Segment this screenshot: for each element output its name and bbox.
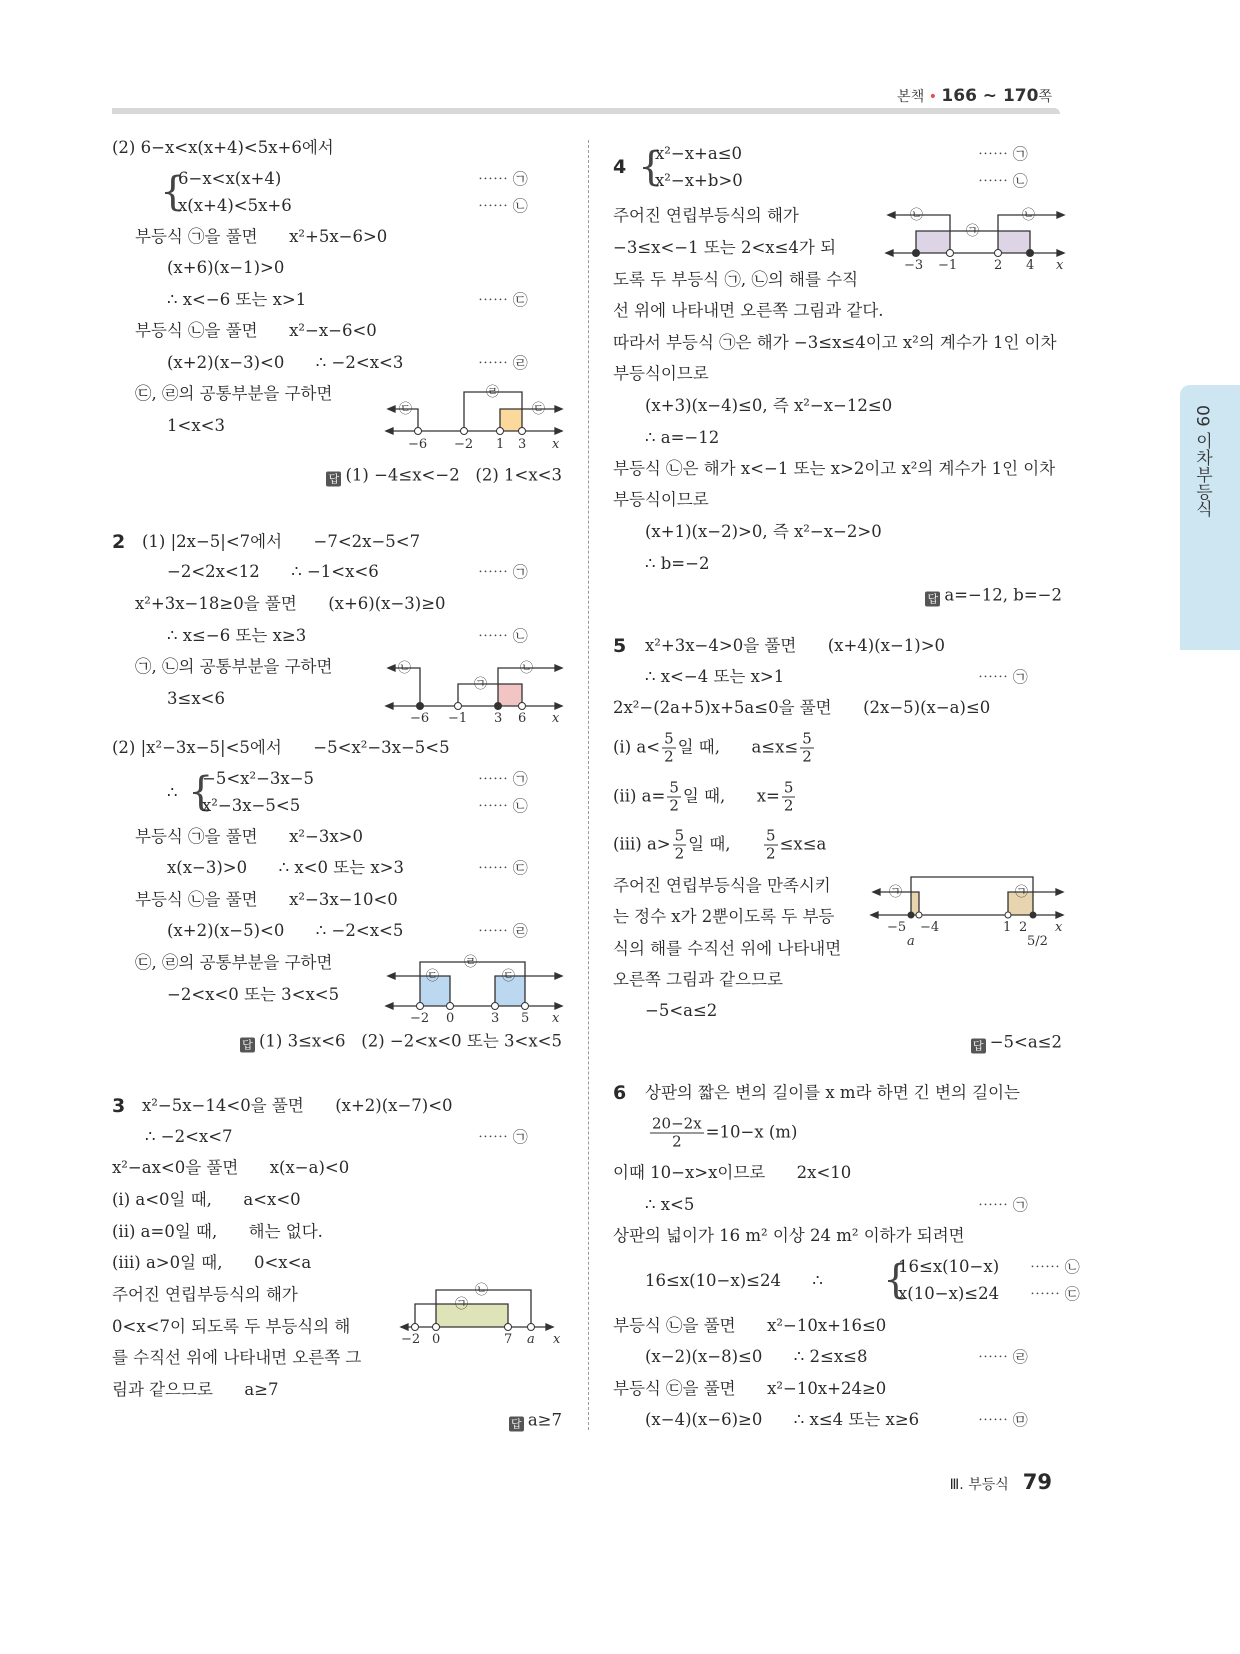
- axis-label: x: [1056, 258, 1064, 273]
- case-line: [613, 828, 826, 863]
- tick-label: a: [527, 1332, 535, 1347]
- problem-number: 4: [613, 156, 627, 178]
- marker: ⋯⋯ ㉠: [478, 770, 528, 788]
- fig-label: ㉢: [399, 402, 413, 417]
- case-line: [613, 731, 816, 766]
- text-line: (x−2)(x−8)≤0 ∴ 2≤x≤8: [645, 1347, 868, 1366]
- text-line: 도록 두 부등식 ㉠, ㉡의 해를 수직: [613, 270, 859, 289]
- answer-icon: 답: [240, 1038, 255, 1053]
- tick-label: −4: [920, 920, 940, 935]
- fig-label: ㉢: [532, 402, 546, 417]
- fraction: [673, 828, 687, 863]
- solution-region: [500, 409, 522, 431]
- marker: ⋯⋯ ㉠: [478, 170, 528, 188]
- tick-label: 1: [496, 437, 505, 452]
- tick-label: 2: [994, 258, 1003, 273]
- chapter-label: Ⅲ. 부등식: [949, 1477, 1009, 1493]
- numerator: 5: [766, 826, 776, 845]
- tick-label: 1: [1003, 920, 1012, 935]
- text-line: ∴ b=−2: [645, 554, 710, 573]
- brace: {: [883, 1257, 909, 1303]
- tick-label: a: [907, 934, 915, 949]
- solution-region: [998, 231, 1030, 253]
- text-line: 부등식 ㉢을 풀면 x²−10x+24≥0: [613, 1379, 887, 1398]
- text-line: ㉠, ㉡의 공통부분을 구하면: [135, 657, 333, 676]
- text-line: 이때 10−x>x이므로 2x<10: [613, 1163, 852, 1182]
- answer-1: [326, 466, 562, 487]
- tick-label: 3: [494, 711, 503, 725]
- marker: ⋯⋯ ㉢: [478, 859, 528, 877]
- bullet: •: [928, 89, 937, 105]
- text: (i) a<: [613, 737, 661, 757]
- book-label: 본책: [897, 89, 925, 105]
- numerator: 5: [674, 826, 685, 845]
- text-line: −2<x<0 또는 3<x<5: [167, 985, 340, 1004]
- denominator: 2: [664, 747, 674, 766]
- text-line: x²−x+b>0: [655, 171, 743, 190]
- numerator: 5: [664, 729, 674, 748]
- text-line: 부등식 ㉠을 풀면 x²+5x−6>0: [135, 227, 388, 246]
- fraction: [800, 731, 814, 766]
- tick-label: 2: [1019, 920, 1028, 935]
- text-line: 오른쪽 그림과 같으므로: [613, 970, 783, 989]
- text-line: 부등식 ㉡을 풀면 x²−x−6<0: [135, 321, 377, 340]
- number-line-figure-3: [380, 950, 570, 1025]
- text: ≤x≤a: [779, 834, 827, 854]
- tick-label: −6: [410, 711, 430, 725]
- fig-label: ㉡: [398, 661, 412, 676]
- tick-label: −6: [408, 437, 428, 452]
- problem-number: 2: [112, 531, 126, 553]
- fraction: [667, 780, 681, 815]
- marker: ⋯⋯ ㉠: [978, 668, 1028, 686]
- numerator: 20−2x: [652, 1114, 702, 1133]
- text-line: 주어진 연립부등식의 해가: [613, 206, 799, 225]
- text-line: 16≤x(10−x): [898, 1257, 1000, 1276]
- tick-label: 5: [521, 1011, 530, 1025]
- answer-icon: 답: [971, 1039, 986, 1054]
- tick-label: −1: [448, 711, 468, 725]
- denominator: 2: [802, 747, 812, 766]
- marker: ⋯⋯ ㉣: [478, 354, 528, 372]
- marker: ⋯⋯ ㉡: [478, 197, 528, 215]
- solution-region: [911, 892, 919, 915]
- text-line: ㉢, ㉣의 공통부분을 구하면: [135, 953, 333, 972]
- number-line-figure-5: [880, 200, 1070, 275]
- text: 일 때, a≤x≤: [677, 737, 799, 757]
- fraction: [650, 1116, 704, 1151]
- page-reference: [897, 86, 1052, 106]
- text-line: 1<x<3: [167, 416, 225, 435]
- text-line: x²−x+a≤0: [655, 144, 743, 163]
- text-line: ∴ a=−12: [645, 428, 720, 447]
- text-line: ㉢, ㉣의 공통부분을 구하면: [135, 384, 333, 403]
- text-line: (2) 6−x<x(x+4)<5x+6에서: [112, 138, 334, 157]
- solution-region: [916, 231, 950, 253]
- tick-label: 3: [518, 437, 527, 452]
- text-line: (x+1)(x−2)>0, 즉 x²−x−2>0: [645, 522, 882, 541]
- text-line: x(x+4)<5x+6: [178, 196, 292, 215]
- number-line-figure-6: [865, 870, 1070, 960]
- text-line: −3≤x<−1 또는 2<x≤4가 되: [613, 238, 837, 257]
- text-line: 상판의 넓이가 16 m² 이상 24 m² 이하가 되려면: [613, 1226, 965, 1245]
- text-line: 식의 해를 수직선 위에 나타내면: [613, 939, 842, 958]
- text-line: x²+3x−18≥0을 풀면 (x+6)(x−3)≥0: [135, 594, 446, 613]
- axis-label: x: [552, 711, 560, 725]
- tick-label: −2: [401, 1332, 421, 1347]
- marker: ⋯⋯ ㉡: [478, 627, 528, 645]
- text-line: x²−3x−5<5: [202, 796, 301, 815]
- marker: ⋯⋯ ㉢: [1030, 1285, 1080, 1303]
- text-line: (x+6)(x−1)>0: [167, 258, 285, 277]
- numerator: 5: [669, 778, 679, 797]
- text-line: ∴ x<5: [645, 1195, 695, 1214]
- fig-label: ㉣: [486, 385, 500, 400]
- text-line: 3≤x<6: [167, 689, 225, 708]
- axis-label: x: [1055, 920, 1063, 935]
- text: (iii) a>: [613, 834, 671, 854]
- denominator: 2: [674, 844, 685, 863]
- marker: ⋯⋯ ㉤: [978, 1411, 1028, 1429]
- answer-text: −5<a≤2: [989, 1032, 1062, 1052]
- text-line: 부등식 ㉡을 풀면 x²−10x+16≤0: [613, 1316, 887, 1335]
- text: (ii) a=: [613, 786, 666, 806]
- text-line: 부등식 ㉡을 풀면 x²−3x−10<0: [135, 890, 398, 909]
- number-line-figure-1: [380, 380, 570, 455]
- marker: ⋯⋯ ㉡: [978, 172, 1028, 190]
- text-line: 부등식이므로: [613, 490, 709, 509]
- text-line: (x+2)(x−3)<0 ∴ −2<x<3: [167, 353, 404, 372]
- fig-label: ㉡: [520, 661, 534, 676]
- problem-number: 5: [613, 635, 627, 657]
- text-line: 주어진 연립부등식의 해가: [112, 1285, 298, 1304]
- tick-label: 6: [518, 711, 527, 725]
- case-line: [613, 780, 797, 815]
- fig-label: ㉠: [455, 1297, 469, 1312]
- text-line: (x+3)(x−4)≤0, 즉 x²−x−12≤0: [645, 396, 893, 415]
- tick-label-five-halves: 5/2: [1027, 934, 1048, 949]
- tick-label: 4: [1026, 258, 1035, 273]
- text-line: 부등식 ㉡은 해가 x<−1 또는 x>2이고 x²의 계수가 1인 이차: [613, 459, 1056, 478]
- text-line: 주어진 연립부등식을 만족시키: [613, 876, 831, 895]
- solution-region: [436, 1304, 508, 1327]
- text-line: (1) |2x−5|<7에서 −7<2x−5<7: [142, 532, 421, 551]
- text: 일 때, x=: [682, 786, 780, 806]
- marker: ⋯⋯ ㉡: [478, 797, 528, 815]
- answer-text: a≥7: [527, 1410, 562, 1430]
- axis-label: x: [552, 1011, 560, 1025]
- text: 일 때,: [688, 834, 763, 854]
- tick-label: −3: [904, 258, 924, 273]
- answer-icon: 답: [925, 592, 940, 607]
- answer-4: [925, 586, 1062, 607]
- text-line: 를 수직선 위에 나타내면 오른쪽 그: [112, 1348, 362, 1367]
- fig-label: ㉠: [889, 885, 903, 900]
- answer-icon: 답: [326, 472, 341, 487]
- text-line: (i) a<0일 때, a<x<0: [112, 1190, 301, 1209]
- page-footer: [950, 1470, 1052, 1494]
- text-line: x(10−x)≤24: [898, 1284, 1000, 1303]
- denominator: 2: [783, 796, 794, 815]
- text-line: ∴ x<−4 또는 x>1: [645, 667, 785, 686]
- number-line-figure-2: [380, 650, 570, 725]
- tick-label: 0: [432, 1332, 441, 1347]
- fig-label: ㉢: [426, 969, 440, 984]
- text-line: 부등식이므로: [613, 364, 709, 383]
- brace: {: [188, 769, 214, 815]
- text-line: −5<x²−3x−5: [202, 769, 315, 788]
- text-line: x²+3x−4>0을 풀면 (x+4)(x−1)>0: [645, 636, 946, 655]
- answer-2: [240, 1028, 562, 1053]
- marker: ⋯⋯ ㉢: [478, 291, 528, 309]
- page-number: 79: [1022, 1470, 1052, 1494]
- text-line: 6−x<x(x+4): [178, 169, 282, 188]
- brace: {: [638, 144, 664, 190]
- marker: ⋯⋯ ㉣: [978, 1348, 1028, 1366]
- tick-label: 3: [491, 1011, 500, 1025]
- text-line: (x−4)(x−6)≥0 ∴ x≤4 또는 x≥6: [645, 1410, 920, 1429]
- tick-label: −2: [410, 1011, 430, 1025]
- answer-icon: 답: [509, 1417, 524, 1432]
- denominator: 2: [766, 844, 776, 863]
- text-line: (iii) a>0일 때, 0<x<a: [112, 1253, 312, 1272]
- header-rule: [112, 108, 1060, 114]
- marker: ⋯⋯ ㉠: [978, 1196, 1028, 1214]
- text-line: ∴ x≤−6 또는 x≥3: [167, 626, 307, 645]
- fig-label: ㉡: [475, 1283, 489, 1298]
- page-range: 166 ~ 170: [941, 86, 1039, 106]
- answer-3: [509, 1411, 562, 1432]
- tick-label: 0: [446, 1011, 455, 1025]
- fig-label: ㉠: [1015, 885, 1029, 900]
- chapter-tab-label: 09 이차부등식: [1192, 405, 1212, 518]
- text-line: ∴ x<−6 또는 x>1: [167, 290, 307, 309]
- marker: ⋯⋯ ㉠: [478, 563, 528, 581]
- problem-number: 6: [613, 1082, 627, 1104]
- fig-label: ㉣: [464, 955, 478, 970]
- marker: ⋯⋯ ㉡: [1030, 1258, 1080, 1276]
- tick-label: −1: [938, 258, 958, 273]
- text: =10−x (m): [705, 1122, 798, 1142]
- text-line: x(x−3)>0 ∴ x<0 또는 x>3: [167, 858, 404, 877]
- marker: ⋯⋯ ㉠: [978, 145, 1028, 163]
- tick-label: −2: [454, 437, 474, 452]
- page-suffix: 쪽: [1038, 89, 1052, 105]
- text-line: 선 위에 나타내면 오른쪽 그림과 같다.: [613, 301, 884, 320]
- text-line: 림과 같으므로 a≥7: [112, 1380, 279, 1399]
- brace: {: [160, 169, 186, 215]
- text-line: (ii) a=0일 때, 해는 없다.: [112, 1222, 323, 1241]
- solution-region: [498, 684, 522, 706]
- fig-label: ㉠: [474, 677, 488, 692]
- axis-label: x: [552, 437, 560, 452]
- text-line: 16≤x(10−x)≤24 ∴: [645, 1271, 823, 1290]
- number-line-figure-4: [395, 1280, 570, 1350]
- text-line: (2) |x²−3x−5|<5에서 −5<x²−3x−5<5: [112, 738, 450, 757]
- text-line: 는 정수 x가 2뿐이도록 두 부등: [613, 907, 835, 926]
- text-line: 부등식 ㉠을 풀면 x²−3x>0: [135, 827, 363, 846]
- tick-label: 7: [504, 1332, 513, 1347]
- answer-text: (1) −4≤x<−2 (2) 1<x<3: [345, 465, 562, 485]
- text-line: 2x²−(2a+5)x+5a≤0을 풀면 (2x−5)(x−a)≤0: [613, 698, 991, 717]
- text-line: ∴: [167, 783, 178, 802]
- numerator: 5: [802, 729, 812, 748]
- fraction: [662, 731, 676, 766]
- text-line: −2<2x<12 ∴ −1<x<6: [167, 562, 379, 581]
- fig-label: ㉡: [910, 208, 924, 223]
- column-divider: [588, 140, 589, 1430]
- numerator: 5: [783, 778, 794, 797]
- tick-label: −5: [887, 920, 907, 935]
- denominator: 2: [669, 796, 679, 815]
- chapter-tab[interactable]: [1180, 385, 1240, 650]
- text-line: x²−5x−14<0을 풀면 (x+2)(x−7)<0: [142, 1096, 453, 1115]
- problem-number: 3: [112, 1095, 126, 1117]
- marker: ⋯⋯ ㉣: [478, 922, 528, 940]
- text-line: (x+2)(x−5)<0 ∴ −2<x<5: [167, 921, 404, 940]
- text-line: 상판의 짧은 변의 길이를 x m라 하면 긴 변의 길이는: [645, 1083, 1020, 1102]
- text-line: 0<x<7이 되도록 두 부등식의 해: [112, 1317, 351, 1336]
- fraction-line: [648, 1116, 797, 1151]
- fig-label: ㉢: [502, 969, 516, 984]
- fig-label: ㉡: [1022, 208, 1036, 223]
- marker: ⋯⋯ ㉠: [478, 1128, 528, 1146]
- axis-label: x: [553, 1332, 561, 1347]
- answer-text: (1) 3≤x<6 (2) −2<x<0 또는 3<x<5: [258, 1031, 562, 1051]
- text-line: ∴ −2<x<7: [145, 1127, 233, 1146]
- answer-5: [971, 1033, 1062, 1054]
- fraction: [782, 780, 796, 815]
- answer-text: a=−12, b=−2: [944, 585, 1062, 605]
- denominator: 2: [672, 1132, 682, 1151]
- fig-label: ㉠: [966, 224, 980, 239]
- text-line: −5<a≤2: [645, 1001, 718, 1020]
- text-line: x²−ax<0을 풀면 x(x−a)<0: [112, 1158, 350, 1177]
- text-line: 따라서 부등식 ㉠은 해가 −3≤x≤4이고 x²의 계수가 1인 이차: [613, 333, 1057, 352]
- fraction: [764, 828, 778, 863]
